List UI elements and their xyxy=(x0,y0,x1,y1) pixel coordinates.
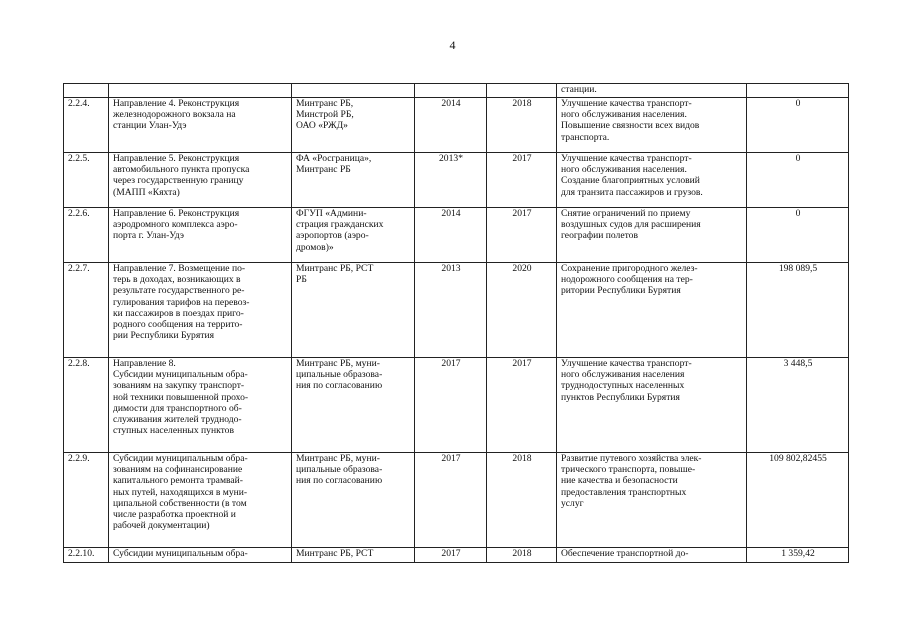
row-name: Направление 6. Реконструкция аэродромного комплекса аэро- порта г. Улан-Удэ xyxy=(109,208,292,263)
row-result: Улучшение качества транспорт- ного обслуживания населения. Повышение связности всех видов транспорта. xyxy=(557,98,747,153)
row-funding: 0 xyxy=(747,98,849,153)
row-funding: 0 xyxy=(747,208,849,263)
row-end-year: 2017 xyxy=(487,358,557,453)
row-result: Сохранение пригородного желез- нодорожного сообщения на тер- ритории Республики Бурятия xyxy=(557,263,747,358)
table-row xyxy=(64,98,849,153)
row-name: Направление 7. Возмещение по- терь в доходах, возникающих в результате государственного ре- гулирования тарифов на перевоз- ки пассажиров в поездах приго- родного сообщения на террито- рии Республики Бурятия xyxy=(109,263,292,358)
row-funding xyxy=(747,84,849,98)
table-row xyxy=(64,453,849,548)
row-executors: Минтранс РБ, муни- ципальные образова- ния по согласованию xyxy=(292,453,415,548)
row-number: 2.2.9. xyxy=(64,453,109,548)
row-start-year: 2017 xyxy=(415,453,487,548)
row-name xyxy=(109,84,292,98)
row-result: станции. xyxy=(557,84,747,98)
row-executors: ФГУП «Админи- страция гражданских аэропортов (аэро- дромов)» xyxy=(292,208,415,263)
program-table xyxy=(63,83,849,563)
row-start-year: 2017 xyxy=(415,358,487,453)
row-funding: 198 089,5 xyxy=(747,263,849,358)
row-executors: Минтранс РБ, РСТ xyxy=(292,548,415,563)
row-start-year: 2017 xyxy=(415,548,487,563)
row-name: Субсидии муниципальным обра- зованиям на софинансирование капитального ремонта трамвай- ных путей, находящихся в муни- ципальной собственности (в том числе разработка проектной и рабочей документации) xyxy=(109,453,292,548)
row-executors: ФА «Росграница», Минтранс РБ xyxy=(292,153,415,208)
table-row xyxy=(64,208,849,263)
table-row xyxy=(64,548,849,563)
table-row xyxy=(64,358,849,453)
row-executors: Минтранс РБ, муни- ципальные образова- ния по согласованию xyxy=(292,358,415,453)
row-name: Направление 5. Реконструкция автомобильного пункта пропуска через государственную границу (МАПП «Кяхта) xyxy=(109,153,292,208)
row-start-year: 2013* xyxy=(415,153,487,208)
row-end-year: 2020 xyxy=(487,263,557,358)
row-number: 2.2.8. xyxy=(64,358,109,453)
row-funding: 0 xyxy=(747,153,849,208)
row-executors xyxy=(292,84,415,98)
row-end-year: 2018 xyxy=(487,98,557,153)
row-end-year: 2017 xyxy=(487,153,557,208)
row-end-year: 2017 xyxy=(487,208,557,263)
table-row xyxy=(64,263,849,358)
row-number xyxy=(64,84,109,98)
row-end-year: 2018 xyxy=(487,453,557,548)
row-funding: 1 359,42 xyxy=(747,548,849,563)
table-row xyxy=(64,84,849,98)
row-result: Улучшение качества транспорт- ного обслуживания населения. Создание благоприятных условий для транзита пассажиров и грузов. xyxy=(557,153,747,208)
row-number: 2.2.5. xyxy=(64,153,109,208)
row-result: Снятие ограничений по приему воздушных судов для расширения географии полетов xyxy=(557,208,747,263)
row-number: 2.2.6. xyxy=(64,208,109,263)
row-executors: Минтранс РБ, РСТ РБ xyxy=(292,263,415,358)
page-number: 4 xyxy=(449,38,456,52)
row-name: Направление 8. Субсидии муниципальным обра- зованиям на закупку транспорт- ной техники повышенной прохо- димости для транспортного об- служивания жителей труднодо- ступных населенных пунктов xyxy=(109,358,292,453)
row-funding: 109 802,82455 xyxy=(747,453,849,548)
row-start-year: 2014 xyxy=(415,98,487,153)
row-number: 2.2.4. xyxy=(64,98,109,153)
row-start-year: 2014 xyxy=(415,208,487,263)
row-start-year: 2013 xyxy=(415,263,487,358)
row-name: Субсидии муниципальным обра- xyxy=(109,548,292,563)
row-number: 2.2.10. xyxy=(64,548,109,563)
row-end-year xyxy=(487,84,557,98)
row-result: Улучшение качества транспорт- ного обслуживания населения труднодоступных населенных пунктов Республики Бурятия xyxy=(557,358,747,453)
row-executors: Минтранс РБ, Минстрой РБ, ОАО «РЖД» xyxy=(292,98,415,153)
row-funding: 3 448,5 xyxy=(747,358,849,453)
row-name: Направление 4. Реконструкция железнодорожного вокзала на станции Улан-Удэ xyxy=(109,98,292,153)
row-number: 2.2.7. xyxy=(64,263,109,358)
row-result: Развитие путевого хозяйства элек- трического транспорта, повыше- ние качества и безопасности предоставления транспортных услуг xyxy=(557,453,747,548)
row-start-year xyxy=(415,84,487,98)
table-row xyxy=(64,153,849,208)
row-result: Обеспечение транспортной до- xyxy=(557,548,747,563)
row-end-year: 2018 xyxy=(487,548,557,563)
